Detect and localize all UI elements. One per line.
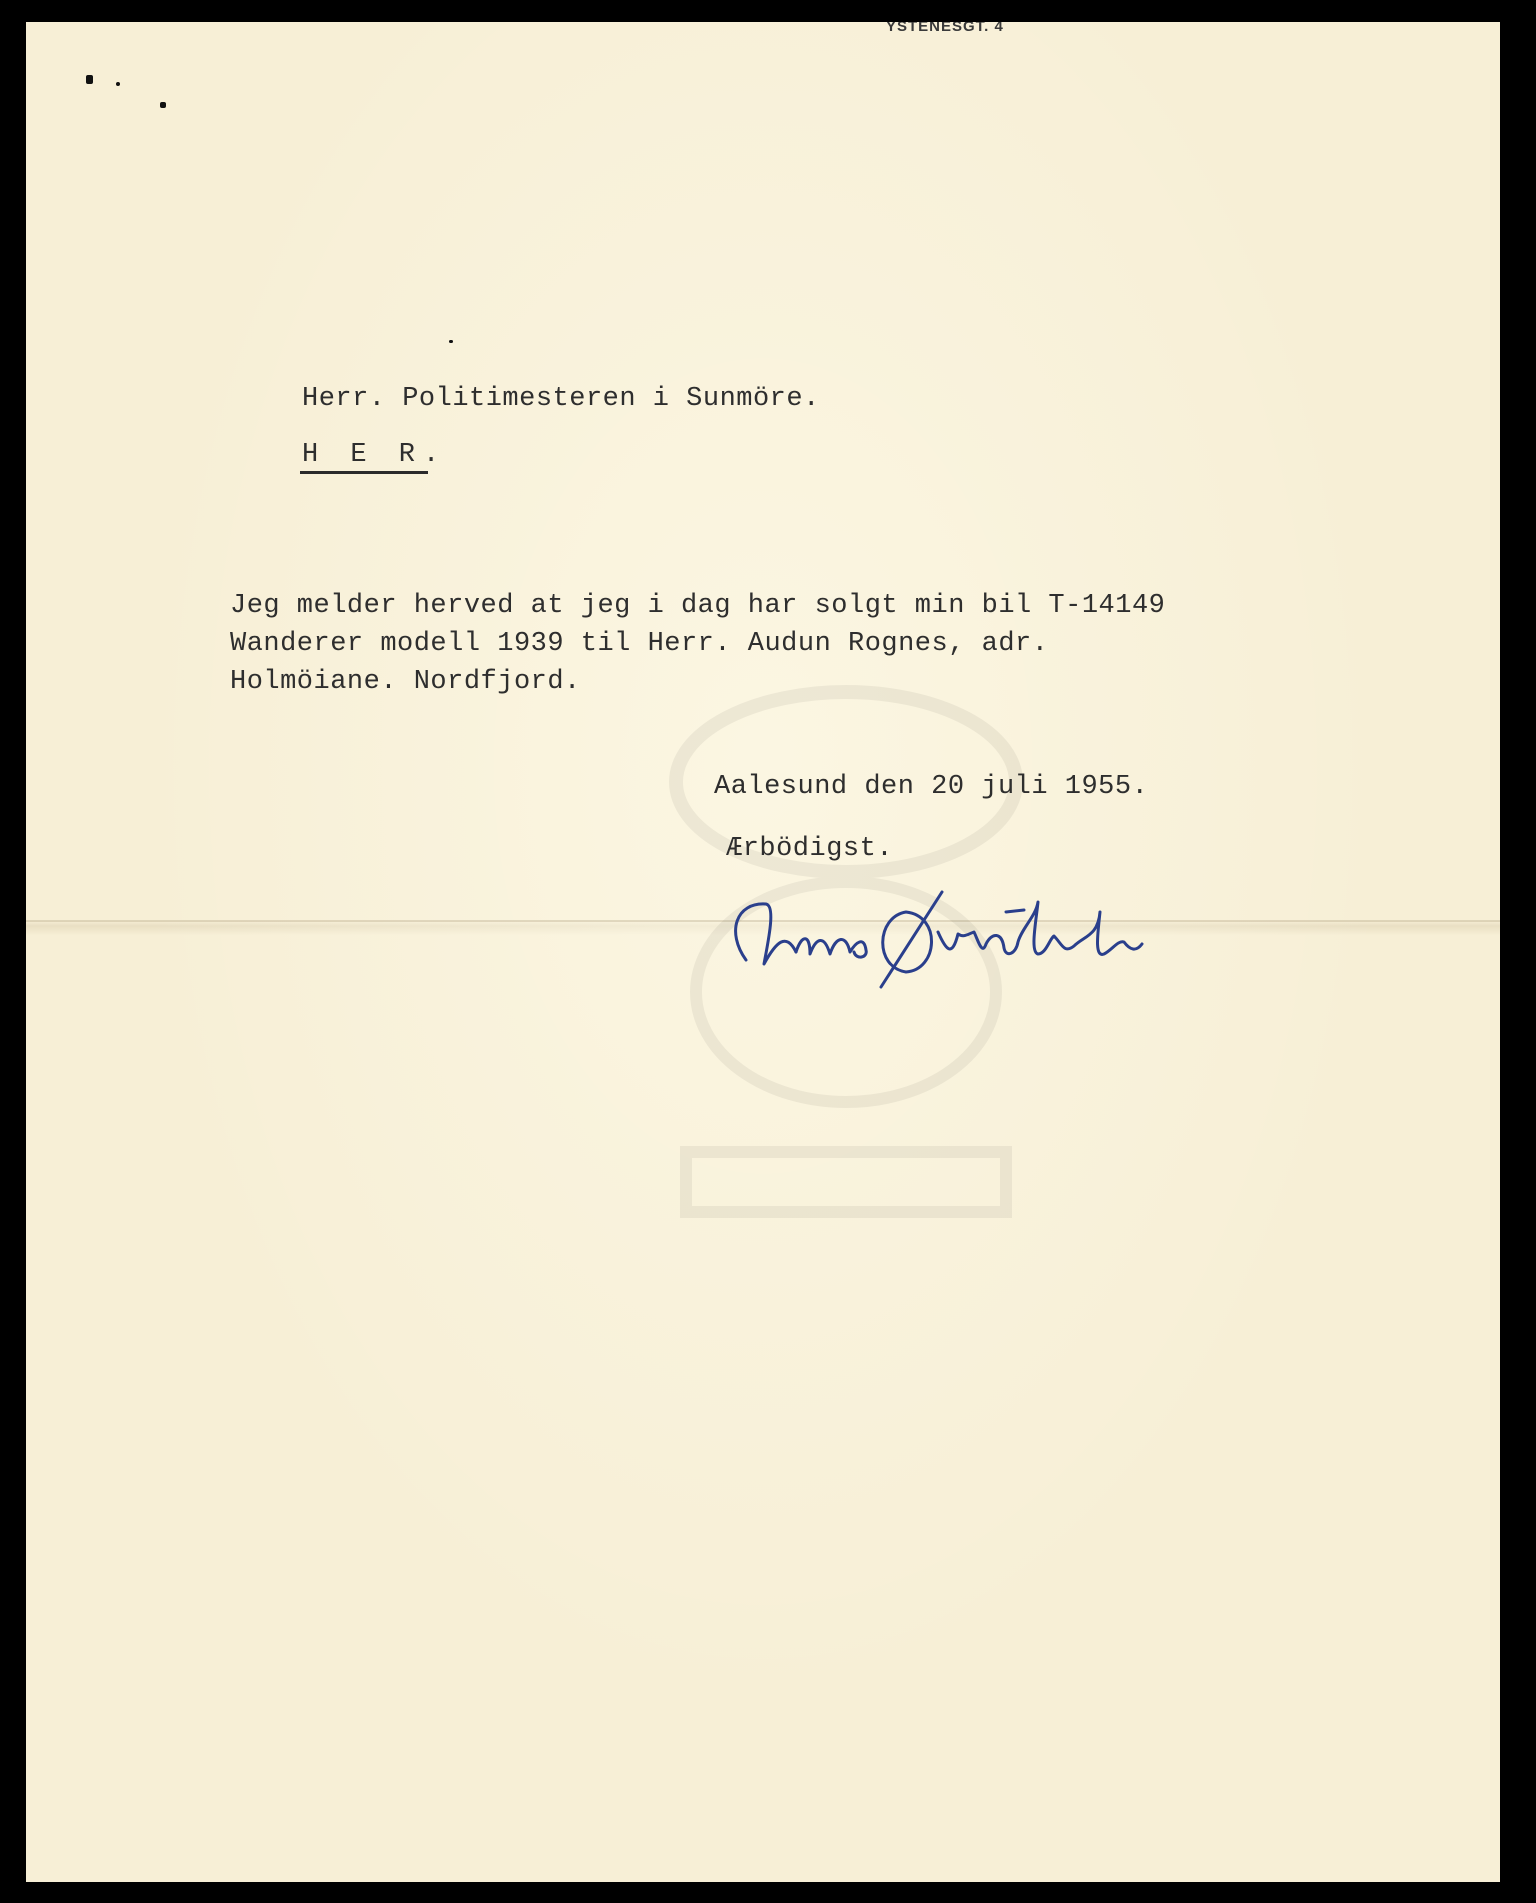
handwritten-signature xyxy=(706,872,1326,1002)
date-line: Aalesund den 20 juli 1955. xyxy=(714,772,1149,802)
letter-body xyxy=(230,587,1165,701)
body-line: Jeg melder herved at jeg i dag har solgt min bil T-14149 xyxy=(230,591,1166,621)
addressee-line: Herr. Politimesteren i Sunmöre. xyxy=(302,384,820,414)
ink-speck xyxy=(160,102,166,108)
body-line: Wanderer modell 1939 til Herr. Audun Rognes, adr. xyxy=(230,629,1049,659)
local-marker: H E R. xyxy=(302,440,448,470)
ink-speck xyxy=(116,82,120,86)
closing-line: Ærbödigst. xyxy=(726,834,894,864)
ink-speck xyxy=(86,75,93,84)
letterhead-bleed-text: YSTENESGT. 4 xyxy=(886,22,1004,32)
local-marker-underline xyxy=(300,471,428,474)
ink-speck xyxy=(449,340,453,343)
body-line: Holmöiane. Nordfjord. xyxy=(230,667,581,697)
letter-page xyxy=(26,22,1500,1882)
